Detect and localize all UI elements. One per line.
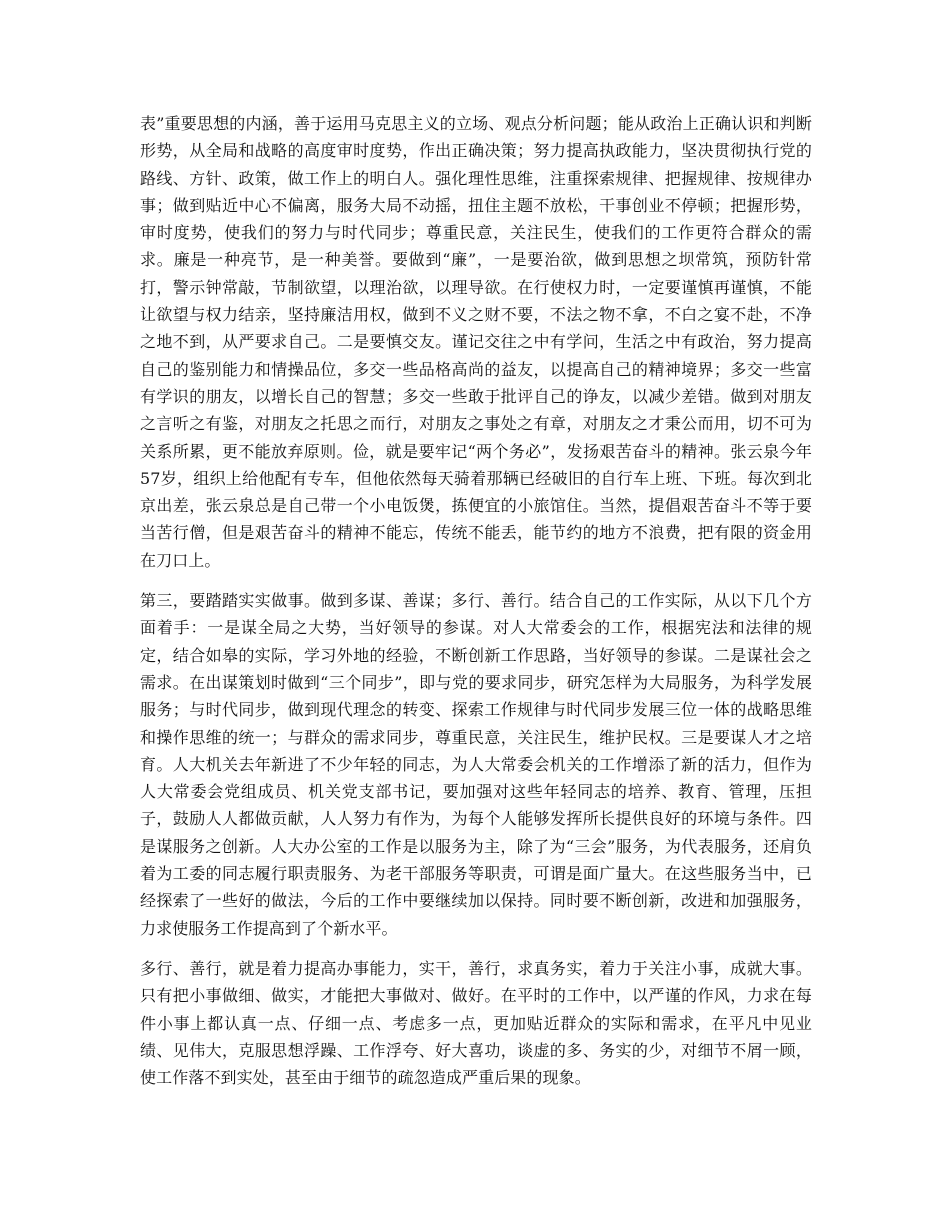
paragraph-2: 第三，要踏踏实实做事。做到多谋、善谋；多行、善行。结合自己的工作实际，从以下几个方面着手：一是谋全局之大势，当好领导的参谋。对人大常委会的工作，根据宪法和法律的规定，结合如皋的实际，学习外地的经验，不断创新工作思路，当好领导的参谋。二是谋社会之需求。在出谋策划时做到“三个同步”，即与党的要求同步，研究怎样为大局服务，为科学发展服务；与时代同步，做到现代理念的转变、探索工作规律与时代同步发展三位一体的战略思维和操作思维的统一；与群众的需求同步，尊重民意，关注民生，维护民权。三是要谋人才之培育。人大机关去年新进了不少年轻的同志，为人大常委会机关的工作增添了新的活力，但作为人大常委会党组成员、机关党支部书记，要加强对这些年轻同志的培养、教育、管理，压担子，鼓励人人都做贡献，人人努力有作为，为每个人能够发挥所长提供良好的环境与条件。四是谋服务之创新。人大办公室的工作是以服务为主，除了为“三会”服务，为代表服务，还肩负着为工委的同志履行职责服务、为老干部服务等职责，可谓是面广量大。在这些服务当中，已经探索了一些好的做法，今后的工作中要继续加以保持。同时要不断创新，改进和加强服务，力求使服务工作提高到了个新水平。 <box>140 591 812 938</box>
paragraph-3: 多行、善行，就是着力提高办事能力，实干，善行，求真务实，着力于关注小事，成就大事。只有把小事做细、做实，才能把大事做对、做好。在平时的工作中，以严谨的作风，力求在每件小事上都认真一点、仔细一点、考虑多一点，更加贴近群众的实际和需求，在平凡中见业绩、见伟大，克服思想浮躁、工作浮夸、好大喜功，谈虚的多、务实的少，对细节不屑一顾，使工作落不到实处，甚至由于细节的疏忽造成严重后果的现象。 <box>140 958 812 1088</box>
paragraph-1: 表”重要思想的内涵，善于运用马克思主义的立场、观点分析问题；能从政治上正确认识和判断形势，从全局和战略的高度审时度势，作出正确决策；努力提高执政能力，坚决贯彻执行党的路线、方针、政策，做工作上的明白人。强化理性思维，注重探索规律、把握规律、按规律办事；做到贴近中心不偏离，服务大局不动摇，扭住主题不放松，干事创业不停顿；把握形势，审时度势，使我们的努力与时代同步；尊重民意，关注民生，使我们的工作更符合群众的需求。廉是一种亮节，是一种美誉。要做到“廉”，一是要治欲，做到思想之坝常筑，预防针常打，警示钟常敲，节制欲望，以理治欲，以理导欲。在行使权力时，一定要谨慎再谨慎，不能让欲望与权力结亲，坚持廉洁用权，做到不义之财不要，不法之物不拿，不白之宴不赴，不净之地不到，从严要求自己。二是要慎交友。谨记交往之中有学问，生活之中有政治，努力提高自己的鉴别能力和情操品位，多交一些品格高尚的益友，以提高自己的精神境界；多交一些富有学识的朋友，以增长自己的智慧；多交一些敢于批评自己的诤友，以减少差错。做到对朋友之言听之有鉴，对朋友之托思之而行，对朋友之事处之有章，对朋友之才秉公而用，切不可为关系所累，更不能放弃原则。俭，就是要牢记“两个务必”，发扬艰苦奋斗的精神。张云泉今年57岁，组织上给他配有专车，但他依然每天骑着那辆已经破旧的自行车上班、下班。每次到北京出差，张云泉总是自己带一个小电饭煲，拣便宜的小旅馆住。当然，提倡艰苦奋斗不等于要当苦行僧，但是艰苦奋斗的精神不能忘，传统不能丢，能节约的地方不浪费，把有限的资金用在刀口上。 <box>140 114 812 570</box>
document-body <box>140 110 812 1091</box>
